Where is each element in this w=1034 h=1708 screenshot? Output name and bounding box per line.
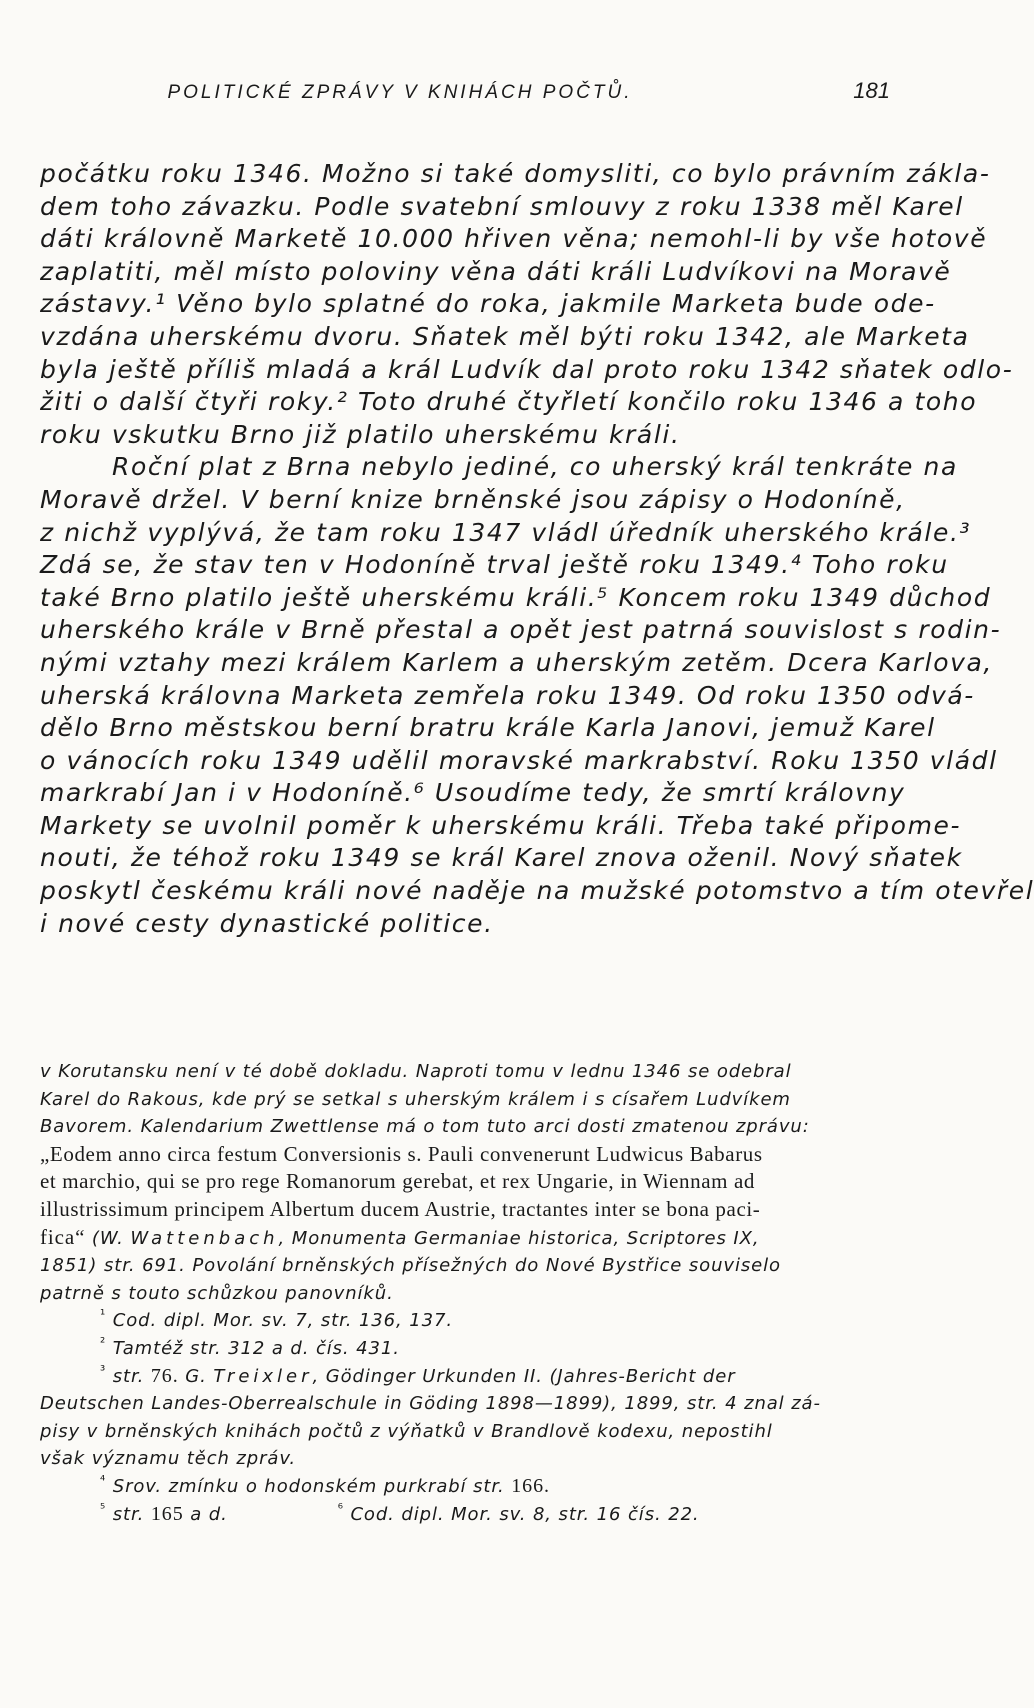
footnotes xyxy=(40,1058,900,1528)
footnote-mark: ⁶ xyxy=(337,1501,344,1517)
footnote-line: Bavorem. Kalendarium Zwettlense má o tom tuto arci dosti zmatenou zprávu: xyxy=(40,1116,810,1138)
text-line: dem toho závazku. Podle svatební smlouvy z roku 1338 měl Karel xyxy=(40,191,964,221)
footnote-mark: ³ xyxy=(100,1363,107,1379)
footnote-line: v Korutansku není v té době dokladu. Naproti tomu v lednu 1346 se odebral xyxy=(40,1061,792,1082)
text-line: i nové cesty dynastické politice. xyxy=(40,908,494,938)
text-line: uherského krále v Brně přestal a opět jest patrná souvislost s rodin- xyxy=(40,615,1002,645)
footnote-line: Deutschen Landes-Oberrealschule in Göding 1898—1899), 1899, str. 4 znal zá- xyxy=(40,1393,821,1415)
footnote-initial: G. xyxy=(185,1365,207,1387)
text-line: Markety se uvolnil poměr k uherskému králi. Třeba také připome- xyxy=(40,810,962,840)
footnote-text: a d. xyxy=(190,1503,228,1525)
page-number: 181 xyxy=(853,78,890,103)
footnote-3 xyxy=(40,1363,900,1391)
text-line: byla ještě příliš mladá a král Ludvík dal proto roku 1342 sňatek odlo- xyxy=(40,354,1014,384)
footnote-text: , Gödinger Urkunden II. (Jahres-Bericht der xyxy=(312,1365,736,1387)
text-line: roku vskutku Brno již platilo uherskému králi. xyxy=(40,419,681,449)
running-head-title: POLITICKÉ ZPRÁVY V KNIHÁCH POČTŮ. xyxy=(167,82,633,103)
footnote-4 xyxy=(40,1473,900,1501)
text-line: Moravě držel. V berní knize brněnské jsou zápisy o Hodoníně, xyxy=(40,484,906,514)
running-head xyxy=(40,78,920,112)
footnote-number: 76. xyxy=(150,1364,179,1387)
footnote-prefix: str. xyxy=(112,1503,145,1525)
footnote-prefix: str. xyxy=(112,1365,145,1387)
text-line: z nichž vyplývá, že tam roku 1347 vládl úředník uherského krále.³ xyxy=(40,517,972,547)
footnote-line: 1851) str. 691. Povolání brněnských přísežných do Nové Bystřice souviselo xyxy=(40,1255,781,1277)
footnote-citation-line xyxy=(40,1224,900,1253)
text-line: počátku roku 1346. Možno si také domysliti, co bylo právním zákla- xyxy=(40,159,991,188)
footnote-mark: ² xyxy=(100,1335,107,1351)
text-line: vzdána uherskému dvoru. Sňatek měl býti roku 1342, ale Marketa xyxy=(40,321,970,351)
footnote-mark: ⁵ xyxy=(100,1501,107,1517)
text-line: o vánocích roku 1349 udělil moravské markrabství. Roku 1350 vládl xyxy=(40,745,998,775)
latin-quote-line: illustrissimum principem Albertum ducem Austrie, tractantes inter se bona paci- xyxy=(40,1196,761,1221)
footnote-line: pisy v brněnských knihách počtů z výňatků v Brandlově kodexu, nepostihl xyxy=(40,1420,773,1442)
footnote-author: Treixler xyxy=(213,1365,313,1387)
citation-title: , Monumenta Germaniae historica, Scriptores IX, xyxy=(278,1227,760,1249)
text-line: Zdá se, že stav ten v Hodoníně trval ještě roku 1349.⁴ Toho roku xyxy=(40,550,949,580)
footnote-text: Cod. dipl. Mor. sv. 8, str. 16 čís. 22. xyxy=(350,1503,700,1525)
footnote-text: Srov. zmínku o hodonském purkrabí str. xyxy=(112,1475,505,1497)
latin-quote-line: „Eodem anno circa festum Conversionis s. Pauli convenerunt Ludwicus Babarus xyxy=(40,1141,763,1166)
footnote-mark: ¹ xyxy=(100,1308,107,1324)
footnote-text: Cod. dipl. Mor. sv. 7, str. 136, 137. xyxy=(112,1310,453,1332)
footnote-text: Tamtéž str. 312 a d. čís. 431. xyxy=(112,1337,400,1359)
text-line: nými vztahy mezi králem Karlem a uherským zetěm. Dcera Karlova, xyxy=(40,647,993,677)
footnote-line: však významu těch zpráv. xyxy=(40,1448,297,1470)
text-line: zaplatiti, měl místo poloviny věna dáti králi Ludvíkovi na Moravě xyxy=(40,256,952,286)
footnote-1 xyxy=(40,1307,900,1335)
footnote-number: 166. xyxy=(511,1474,550,1497)
footnote-line: patrně s touto schůzkou panovníků. xyxy=(40,1282,394,1304)
citation-author: Wattenbach xyxy=(130,1227,279,1249)
quote-end: fica“ xyxy=(40,1224,86,1249)
text-line: Roční plat z Brna nebylo jediné, co uherský král tenkráte na xyxy=(112,452,958,482)
text-line: poskytl českému králi nové naděje na mužské potomstvo a tím otevřel xyxy=(40,876,1034,906)
text-line: dáti královně Marketě 10.000 hřiven věna; nemohl-li by vše hotově xyxy=(40,224,988,254)
latin-quote-line: et marchio, qui se pro rege Romanorum gerebat, et rex Ungarie, in Wiennam ad xyxy=(40,1169,755,1194)
footnote-line: Karel do Rakous, kde prý se setkal s uherským králem i s císařem Ludvíkem xyxy=(40,1088,791,1110)
main-text xyxy=(40,158,1034,940)
text-line: nouti, že téhož roku 1349 se král Karel znova oženil. Nový sňatek xyxy=(40,843,963,873)
text-line: markrabí Jan i v Hodoníně.⁶ Usoudíme tedy, že smrtí královny xyxy=(40,778,906,808)
footnote-mark: ⁴ xyxy=(100,1473,107,1489)
footnote-number: 165 xyxy=(150,1502,184,1525)
text-line: dělo Brno městskou berní bratru krále Karla Janovi, jemuž Karel xyxy=(40,713,936,743)
text-line: žiti o další čtyři roky.² Toto druhé čtyřletí končilo roku 1346 a toho xyxy=(40,387,978,417)
citation-open: (W. xyxy=(91,1227,131,1249)
text-line: uherská královna Marketa zemřela roku 1349. Od roku 1350 odvá- xyxy=(40,680,975,710)
text-line: zástavy.¹ Věno bylo splatné do roka, jakmile Marketa bude ode- xyxy=(40,289,936,319)
text-line: také Brno platilo ještě uherskému králi.⁵ Koncem roku 1349 důchod xyxy=(40,582,992,612)
footnote-5-6 xyxy=(40,1501,900,1529)
footnote-2 xyxy=(40,1335,900,1363)
